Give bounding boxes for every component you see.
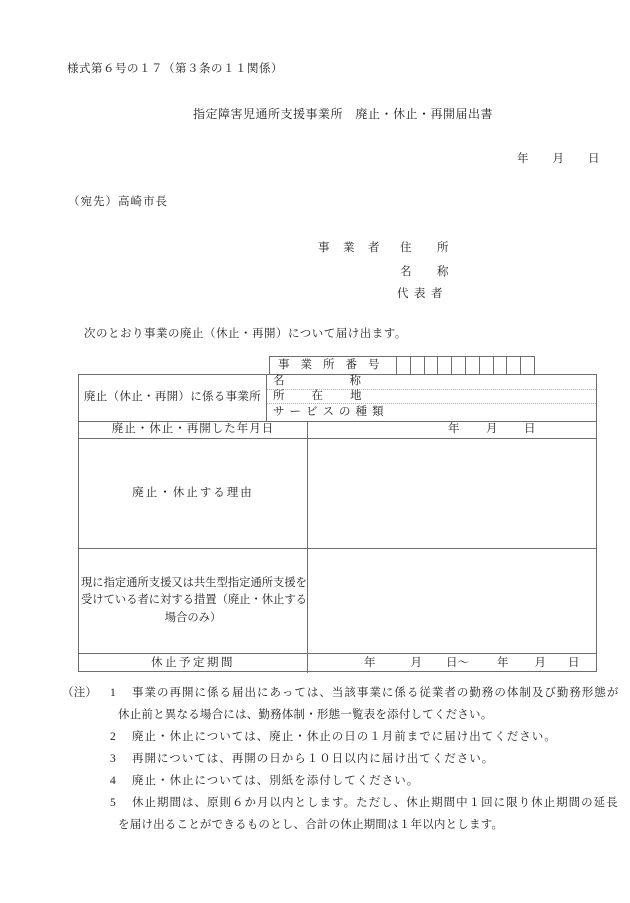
note-line <box>62 748 619 770</box>
suspension-date-token: 日～ <box>446 656 469 669</box>
note-text: 廃止・休止については、廃止・休止の日の１月前までに届け出てください。 <box>132 731 557 743</box>
office-number-box <box>437 357 451 374</box>
note-number: 4 <box>110 775 117 787</box>
note-number: 2 <box>110 731 117 743</box>
office-number-box <box>424 357 438 374</box>
measures-label-line: 現に指定通所支援又は共生型指定通所支援を <box>81 576 307 589</box>
reason-label: 廃止・休止する理由 <box>79 439 308 548</box>
suspension-date-token: 日 <box>568 656 580 669</box>
intro-sentence: 次のとおり事業の廃止（休止・再開）について届け出ます。 <box>84 328 407 340</box>
office-number-box <box>451 357 465 374</box>
office-number-box <box>465 357 479 374</box>
suspension-date-token: 月 <box>410 656 422 669</box>
note-number: 5 <box>110 797 117 809</box>
measures-label <box>79 549 308 653</box>
measures-label-line: 場合のみ） <box>164 611 222 624</box>
date-line: 年月日 <box>517 153 624 165</box>
service-type-label: サービスの種類 <box>273 405 389 418</box>
note-line <box>62 682 619 704</box>
suspension-period-row <box>79 653 596 673</box>
note-line <box>62 770 619 792</box>
page-title: 指定障害児通所支援事業所 廃止・休止・再開届出書 <box>193 107 494 121</box>
service-type-row <box>267 404 596 421</box>
reason-row <box>79 438 596 548</box>
business-office-label: 廃止（休止・再開）に係る事業所 <box>79 375 267 421</box>
suspension-period-label: 休止予定期間 <box>79 654 308 673</box>
form-number: 様式第６号の１７（第３条の１１関係） <box>67 63 283 75</box>
note-text: 再開については、再開の日から１０日以内に届け出てください。 <box>132 753 495 765</box>
note-number: 1 <box>110 687 117 699</box>
suspension-period-value <box>308 654 596 673</box>
note-number: 3 <box>110 753 117 765</box>
note-line: を届け出ることができるものとし、合計の休止期間は１年以内とします。 <box>118 819 504 831</box>
abolition-date-label: 廃止・休止・再開した年月日 <box>79 422 308 438</box>
office-name-row <box>267 375 596 390</box>
note-text: 廃止・休止については、別紙を添付してください。 <box>132 775 420 787</box>
note-line: 休止前と異なる場合には、勤務体制・形態一覧表を添付してください。 <box>118 709 493 721</box>
office-location-label: 所在地 <box>273 389 389 402</box>
abolition-date-value: 年月日 <box>448 423 562 436</box>
note-line <box>62 726 619 748</box>
notes-section <box>62 682 619 836</box>
office-number-box <box>520 357 534 374</box>
office-name-label: 名称 <box>273 375 426 388</box>
note-line <box>62 792 619 814</box>
office-number-label: 事業所番号 <box>278 358 391 371</box>
measures-row <box>79 548 596 653</box>
office-number-box <box>479 357 493 374</box>
form-table <box>78 356 597 672</box>
applicant-representative-label: 代表者 <box>397 288 448 300</box>
office-number-box <box>493 357 507 374</box>
recipient-line: （宛先）高崎市長 <box>68 196 168 208</box>
office-number-row <box>269 356 535 374</box>
applicant-name-label: 名称 <box>400 266 474 278</box>
suspension-date-token: 月 <box>534 656 546 669</box>
note-marker: （注） <box>62 687 98 699</box>
office-location-row <box>267 390 596 404</box>
note-text: 休止期間は、原則６か月以内とします。ただし、休止期間中１回に限り休止期間の延長 <box>132 797 619 809</box>
measures-label-line: 受けている者に対する措置（廃止・休止する <box>81 594 307 607</box>
measures-value-area <box>308 549 596 653</box>
suspension-date-token: 年 <box>497 656 509 669</box>
applicant-label: 事業者 <box>318 242 393 254</box>
office-number-box <box>410 357 424 374</box>
suspension-date-token: 年 <box>364 656 376 669</box>
applicant-address-label: 住所 <box>400 242 474 254</box>
note-text: 事業の再開に係る届出にあっては、当該事業に係る従業者の勤務の体制及び勤務形態が <box>132 687 620 699</box>
office-number-box <box>396 357 410 374</box>
abolition-date-row <box>79 421 596 438</box>
form-table-body <box>78 374 597 672</box>
office-number-box <box>506 357 520 374</box>
reason-value-area <box>308 439 596 548</box>
business-office-fields <box>267 375 596 421</box>
business-office-row <box>79 375 596 421</box>
